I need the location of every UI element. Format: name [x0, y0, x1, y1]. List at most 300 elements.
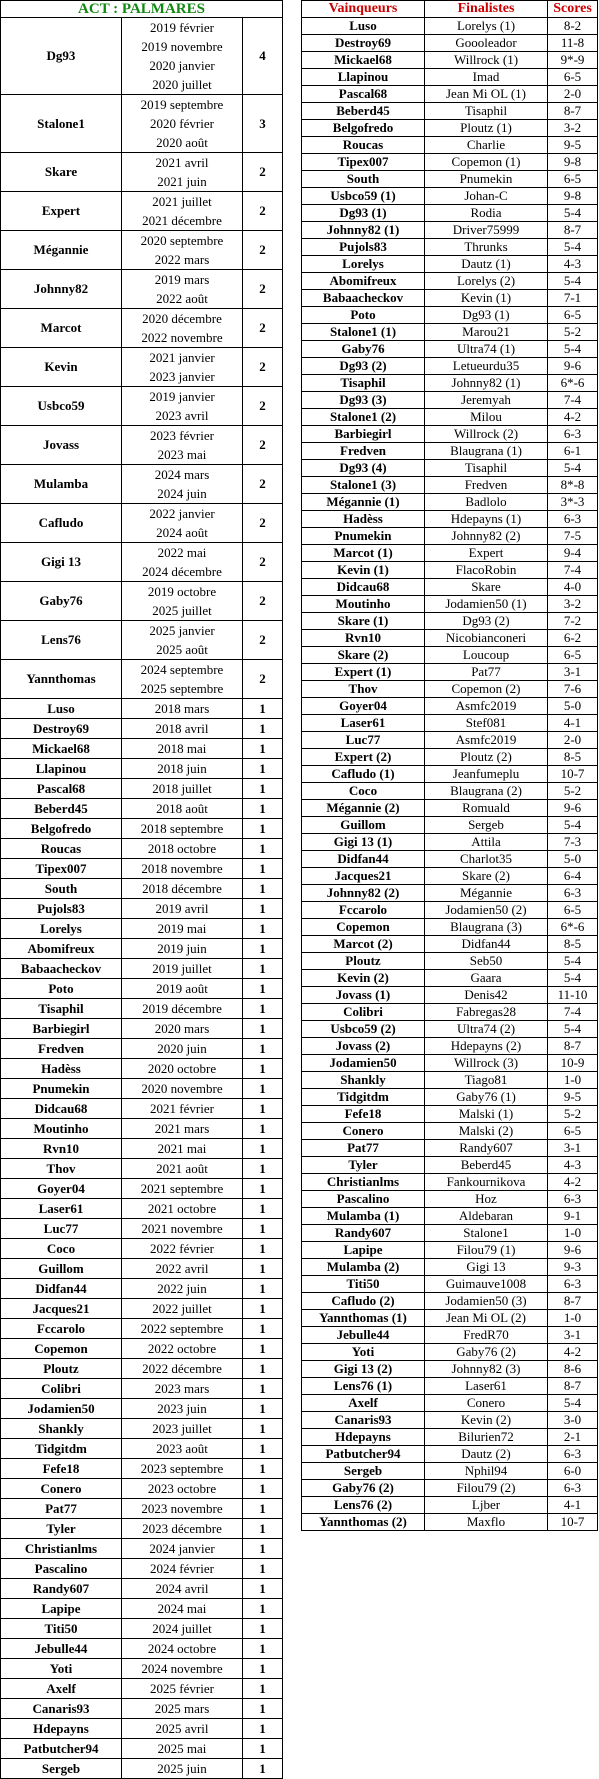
- results-row: [302, 341, 598, 358]
- results-winner: Shankly: [302, 1072, 425, 1089]
- palmares-row: [1, 1219, 283, 1239]
- palmares-name: Luc77: [1, 1219, 122, 1239]
- palmares-count: 1: [243, 1739, 283, 1759]
- header-scores: Scores: [548, 1, 598, 18]
- palmares-row: [1, 309, 283, 348]
- palmares-date: 2023 février: [150, 428, 214, 443]
- results-finalist: Jeanfumeplu: [425, 766, 548, 783]
- results-score: 3-2: [548, 596, 598, 613]
- results-row: [302, 1293, 598, 1310]
- results-finalist: FlacoRobin: [425, 562, 548, 579]
- palmares-dates: [122, 1139, 243, 1159]
- results-finalist: Kevin (2): [425, 1412, 548, 1429]
- results-winner: Mickael68: [302, 52, 425, 69]
- palmares-name: Mégannie: [1, 231, 122, 270]
- palmares-count: 1: [243, 1119, 283, 1139]
- palmares-date: 2021 décembre: [142, 213, 222, 228]
- palmares-dates: [122, 1319, 243, 1339]
- palmares-date: 2021 août: [156, 1161, 208, 1176]
- palmares-count: 1: [243, 1479, 283, 1499]
- results-finalist: Johnny82 (3): [425, 1361, 548, 1378]
- palmares-dates: [122, 739, 243, 759]
- results-score: 8-7: [548, 103, 598, 120]
- palmares-dates: [122, 1119, 243, 1139]
- results-row: [302, 1361, 598, 1378]
- results-winner: Hadèss: [302, 511, 425, 528]
- results-score: 6*-6: [548, 919, 598, 936]
- results-row: [302, 1446, 598, 1463]
- palmares-count: 1: [243, 759, 283, 779]
- results-winner: Hdepayns: [302, 1429, 425, 1446]
- palmares-date: 2018 octobre: [147, 841, 217, 856]
- palmares-name: Abomifreux: [1, 939, 122, 959]
- results-finalist: Hoz: [425, 1191, 548, 1208]
- results-score: 5-4: [548, 817, 598, 834]
- palmares-dates: [122, 1419, 243, 1439]
- results-score: 8-7: [548, 1293, 598, 1310]
- palmares-count: 1: [243, 1239, 283, 1259]
- results-finalist: Dautz (1): [425, 256, 548, 273]
- results-winner: Mulamba (1): [302, 1208, 425, 1225]
- palmares-row: [1, 1239, 283, 1259]
- results-finalist: Fankournikova: [425, 1174, 548, 1191]
- palmares-row: [1, 859, 283, 879]
- palmares-dates: [122, 95, 243, 153]
- results-score: 4-1: [548, 1497, 598, 1514]
- results-finalist: Randy607: [425, 1140, 548, 1157]
- palmares-name: Coco: [1, 1239, 122, 1259]
- palmares-count: 1: [243, 939, 283, 959]
- results-score: 9-8: [548, 154, 598, 171]
- palmares-date: 2020 juin: [157, 1041, 207, 1056]
- results-row: [302, 273, 598, 290]
- palmares-name: Gigi 13: [1, 543, 122, 582]
- results-score: 6-5: [548, 647, 598, 664]
- palmares-name: Randy607: [1, 1579, 122, 1599]
- palmares-row: [1, 1379, 283, 1399]
- palmares-date: 2020 septembre: [140, 233, 224, 248]
- palmares-row: [1, 1499, 283, 1519]
- results-row: [302, 783, 598, 800]
- palmares-date: 2020 novembre: [141, 1081, 223, 1096]
- palmares-date: 2019 juillet: [152, 961, 212, 976]
- palmares-dates: [122, 1339, 243, 1359]
- palmares-count: 1: [243, 1459, 283, 1479]
- results-winner: Lorelys: [302, 256, 425, 273]
- results-row: [302, 1242, 598, 1259]
- results-finalist: Attila: [425, 834, 548, 851]
- palmares-name: Lapipe: [1, 1599, 122, 1619]
- palmares-count: 1: [243, 1599, 283, 1619]
- results-winner: Jebulle44: [302, 1327, 425, 1344]
- palmares-row: [1, 1179, 283, 1199]
- palmares-date: 2019 avril: [155, 901, 209, 916]
- palmares-row: [1, 504, 283, 543]
- palmares-dates: [122, 192, 243, 231]
- palmares-date: 2022 mars: [154, 252, 210, 267]
- results-row: [302, 1174, 598, 1191]
- palmares-dates: [122, 1759, 243, 1779]
- results-finalist: Tisaphil: [425, 460, 548, 477]
- results-finalist: Expert: [425, 545, 548, 562]
- palmares-row: [1, 1519, 283, 1539]
- palmares-date: 2023 décembre: [142, 1521, 222, 1536]
- results-score: 2-0: [548, 732, 598, 749]
- results-body: [302, 18, 598, 1531]
- palmares-name: Gaby76: [1, 582, 122, 621]
- palmares-name: Destroy69: [1, 719, 122, 739]
- results-winner: Jodamien50: [302, 1055, 425, 1072]
- palmares-row: [1, 1679, 283, 1699]
- results-row: [302, 545, 598, 562]
- results-finalist: Filou79 (2): [425, 1480, 548, 1497]
- results-score: 9-5: [548, 1089, 598, 1106]
- palmares-row: [1, 879, 283, 899]
- results-score: 8-7: [548, 1038, 598, 1055]
- palmares-name: Guillom: [1, 1259, 122, 1279]
- palmares-dates: [122, 660, 243, 699]
- palmares-date: 2025 septembre: [140, 681, 224, 696]
- palmares-row: [1, 759, 283, 779]
- results-row: [302, 375, 598, 392]
- results-winner: Pat77: [302, 1140, 425, 1157]
- results-row: [302, 290, 598, 307]
- results-score: 4-0: [548, 579, 598, 596]
- results-row: [302, 987, 598, 1004]
- results-finalist: Aldebaran: [425, 1208, 548, 1225]
- palmares-count: 1: [243, 719, 283, 739]
- palmares-date: 2024 septembre: [140, 662, 224, 677]
- palmares-count: 1: [243, 739, 283, 759]
- palmares-row: [1, 1079, 283, 1099]
- palmares-dates: [122, 1679, 243, 1699]
- palmares-date: 2024 février: [150, 1561, 214, 1576]
- palmares-row: [1, 1699, 283, 1719]
- results-finalist: Tiago81: [425, 1072, 548, 1089]
- palmares-name: Goyer04: [1, 1179, 122, 1199]
- palmares-date: 2022 janvier: [149, 506, 215, 521]
- palmares-date: 2022 septembre: [140, 1321, 224, 1336]
- results-winner: Jovass (2): [302, 1038, 425, 1055]
- results-winner: Titi50: [302, 1276, 425, 1293]
- palmares-date: 2023 novembre: [141, 1501, 223, 1516]
- palmares-dates: [122, 1519, 243, 1539]
- results-finalist: Nicobianconeri: [425, 630, 548, 647]
- results-row: [302, 1055, 598, 1072]
- palmares-name: Patbutcher94: [1, 1739, 122, 1759]
- palmares-dates: [122, 859, 243, 879]
- palmares-date: 2025 juillet: [152, 603, 212, 618]
- palmares-row: [1, 1019, 283, 1039]
- palmares-dates: [122, 839, 243, 859]
- palmares-dates: [122, 1579, 243, 1599]
- palmares-name: Tipex007: [1, 859, 122, 879]
- palmares-dates: [122, 1539, 243, 1559]
- palmares-dates: [122, 1059, 243, 1079]
- results-winner: Pascal68: [302, 86, 425, 103]
- results-score: 9-5: [548, 137, 598, 154]
- results-finalist: Gaara: [425, 970, 548, 987]
- palmares-date: 2018 juin: [157, 761, 207, 776]
- results-winner: Jacques21: [302, 868, 425, 885]
- results-winner: Copemon: [302, 919, 425, 936]
- results-score: 8-6: [548, 1361, 598, 1378]
- results-winner: South: [302, 171, 425, 188]
- results-score: 9-1: [548, 1208, 598, 1225]
- palmares-dates: [122, 1399, 243, 1419]
- results-score: 7-3: [548, 834, 598, 851]
- palmares-name: Jovass: [1, 426, 122, 465]
- palmares-count: 1: [243, 1079, 283, 1099]
- palmares-name: Copemon: [1, 1339, 122, 1359]
- palmares-name: Barbiegirl: [1, 1019, 122, 1039]
- results-row: [302, 494, 598, 511]
- results-winner: Axelf: [302, 1395, 425, 1412]
- palmares-date: 2018 avril: [155, 721, 209, 736]
- palmares-date: 2021 avril: [155, 155, 209, 170]
- results-row: [302, 1140, 598, 1157]
- results-winner: Randy607: [302, 1225, 425, 1242]
- palmares-dates: [122, 1659, 243, 1679]
- results-winner: Sergeb: [302, 1463, 425, 1480]
- results-finalist: Stalone1: [425, 1225, 548, 1242]
- results-finalist: Gaby76 (2): [425, 1344, 548, 1361]
- results-finalist: Laser61: [425, 1378, 548, 1395]
- palmares-row: [1, 582, 283, 621]
- results-row: [302, 1021, 598, 1038]
- results-score: 5-0: [548, 698, 598, 715]
- results-score: 9-6: [548, 800, 598, 817]
- palmares-row: [1, 1439, 283, 1459]
- palmares-date: 2023 octobre: [147, 1481, 217, 1496]
- results-winner: Yannthomas (2): [302, 1514, 425, 1531]
- results-score: 5-4: [548, 1021, 598, 1038]
- results-score: 8-5: [548, 936, 598, 953]
- palmares-dates: [122, 799, 243, 819]
- results-winner: Gaby76: [302, 341, 425, 358]
- results-winner: Mégannie (2): [302, 800, 425, 817]
- results-row: [302, 1276, 598, 1293]
- results-row: [302, 324, 598, 341]
- palmares-dates: [122, 1499, 243, 1519]
- palmares-name: Expert: [1, 192, 122, 231]
- results-score: 5-4: [548, 970, 598, 987]
- results-row: [302, 392, 598, 409]
- results-row: [302, 596, 598, 613]
- results-finalist: Johan-C: [425, 188, 548, 205]
- results-winner: Cafludo (1): [302, 766, 425, 783]
- results-score: 5-4: [548, 341, 598, 358]
- results-row: [302, 1412, 598, 1429]
- results-finalist: Pnumekin: [425, 171, 548, 188]
- results-score: 6-4: [548, 868, 598, 885]
- palmares-name: Dg93: [1, 18, 122, 95]
- results-score: 9-4: [548, 545, 598, 562]
- results-winner: Marcot (1): [302, 545, 425, 562]
- palmares-date: 2019 mars: [154, 272, 210, 287]
- palmares-name: Mulamba: [1, 465, 122, 504]
- palmares-dates: [122, 719, 243, 739]
- results-score: 3-1: [548, 1327, 598, 1344]
- results-row: [302, 256, 598, 273]
- palmares-dates: [122, 1439, 243, 1459]
- results-finalist: Skare: [425, 579, 548, 596]
- results-finalist: Lorelys (2): [425, 273, 548, 290]
- results-score: 7-1: [548, 290, 598, 307]
- results-finalist: Conero: [425, 1395, 548, 1412]
- palmares-date: 2019 décembre: [142, 1001, 222, 1016]
- palmares-count: 1: [243, 1039, 283, 1059]
- palmares-dates: [122, 1599, 243, 1619]
- results-finalist: Dautz (2): [425, 1446, 548, 1463]
- results-score: 9-6: [548, 358, 598, 375]
- palmares-date: 2025 août: [156, 642, 208, 657]
- palmares-date: 2024 août: [156, 525, 208, 540]
- results-score: 6-2: [548, 630, 598, 647]
- results-score: 7-5: [548, 528, 598, 545]
- palmares-name: Pat77: [1, 1499, 122, 1519]
- palmares-count: 1: [243, 1339, 283, 1359]
- results-score: 7-4: [548, 1004, 598, 1021]
- palmares-dates: [122, 504, 243, 543]
- palmares-name: Yannthomas: [1, 660, 122, 699]
- results-finalist: Ultra74 (1): [425, 341, 548, 358]
- palmares-row: [1, 799, 283, 819]
- results-score: 5-4: [548, 239, 598, 256]
- palmares-count: 1: [243, 1499, 283, 1519]
- results-finalist: Goooleador: [425, 35, 548, 52]
- palmares-count: 1: [243, 1519, 283, 1539]
- results-row: [302, 1310, 598, 1327]
- palmares-name: Stalone1: [1, 95, 122, 153]
- palmares-dates: [122, 348, 243, 387]
- results-score: 5-4: [548, 273, 598, 290]
- results-row: [302, 715, 598, 732]
- palmares-name: Marcot: [1, 309, 122, 348]
- palmares-row: [1, 999, 283, 1019]
- palmares-count: 1: [243, 819, 283, 839]
- results-row: [302, 86, 598, 103]
- results-score: 9-6: [548, 1242, 598, 1259]
- results-score: 5-2: [548, 783, 598, 800]
- results-row: [302, 851, 598, 868]
- palmares-row: [1, 1739, 283, 1759]
- palmares-dates: [122, 1219, 243, 1239]
- palmares-row: [1, 1459, 283, 1479]
- palmares-row: [1, 1199, 283, 1219]
- results-row: [302, 1327, 598, 1344]
- palmares-count: 1: [243, 1699, 283, 1719]
- palmares-row: [1, 153, 283, 192]
- results-row: [302, 443, 598, 460]
- palmares-name: Sergeb: [1, 1759, 122, 1779]
- palmares-dates: [122, 465, 243, 504]
- palmares-dates: [122, 819, 243, 839]
- results-score: 9*-9: [548, 52, 598, 69]
- palmares-title-row: [1, 1, 283, 18]
- palmares-date: 2024 mai: [157, 1601, 207, 1616]
- palmares-row: [1, 979, 283, 999]
- results-winner: Luso: [302, 18, 425, 35]
- results-finalist: Didfan44: [425, 936, 548, 953]
- palmares-count: 1: [243, 919, 283, 939]
- palmares-date: 2020 août: [156, 135, 208, 150]
- results-score: 6-3: [548, 1276, 598, 1293]
- results-finalist: Johnny82 (1): [425, 375, 548, 392]
- results-score: 6-1: [548, 443, 598, 460]
- palmares-row: [1, 1599, 283, 1619]
- palmares-count: 2: [243, 426, 283, 465]
- results-winner: Expert (2): [302, 749, 425, 766]
- palmares-name: Hdepayns: [1, 1719, 122, 1739]
- palmares-date: 2020 mars: [154, 1021, 210, 1036]
- results-row: [302, 18, 598, 35]
- palmares-count: 1: [243, 1059, 283, 1079]
- palmares-date: 2024 mars: [154, 467, 210, 482]
- palmares-row: [1, 270, 283, 309]
- palmares-dates: [122, 426, 243, 465]
- results-finalist: Willrock (1): [425, 52, 548, 69]
- palmares-count: 1: [243, 1379, 283, 1399]
- results-score: 8-7: [548, 1378, 598, 1395]
- palmares-count: 2: [243, 192, 283, 231]
- palmares-row: [1, 1579, 283, 1599]
- palmares-count: 1: [243, 1259, 283, 1279]
- palmares-name: Poto: [1, 979, 122, 999]
- palmares-row: [1, 1319, 283, 1339]
- palmares-date: 2023 septembre: [140, 1461, 224, 1476]
- results-row: [302, 460, 598, 477]
- results-winner: Yannthomas (1): [302, 1310, 425, 1327]
- results-score: 2-0: [548, 86, 598, 103]
- palmares-count: 1: [243, 1639, 283, 1659]
- results-score: 4-3: [548, 256, 598, 273]
- results-finalist: Marou21: [425, 324, 548, 341]
- results-finalist: Ploutz (1): [425, 120, 548, 137]
- palmares-date: 2022 février: [150, 1241, 214, 1256]
- palmares-name: Rvn10: [1, 1139, 122, 1159]
- palmares-dates: [122, 582, 243, 621]
- results-row: [302, 171, 598, 188]
- palmares-name: Didcau68: [1, 1099, 122, 1119]
- results-finalist: Jeremyah: [425, 392, 548, 409]
- results-finalist: Fabregas28: [425, 1004, 548, 1021]
- results-score: 1-0: [548, 1310, 598, 1327]
- results-finalist: Charlot35: [425, 851, 548, 868]
- results-row: [302, 698, 598, 715]
- results-row: [302, 103, 598, 120]
- results-score: 6-3: [548, 885, 598, 902]
- results-winner: Dg93 (1): [302, 205, 425, 222]
- palmares-date: 2021 septembre: [140, 1181, 224, 1196]
- palmares-row: [1, 919, 283, 939]
- results-winner: Tipex007: [302, 154, 425, 171]
- results-winner: Barbiegirl: [302, 426, 425, 443]
- palmares-date: 2022 décembre: [142, 1361, 222, 1376]
- results-row: [302, 222, 598, 239]
- palmares-name: Tyler: [1, 1519, 122, 1539]
- palmares-date: 2021 janvier: [149, 350, 215, 365]
- palmares-name: Belgofredo: [1, 819, 122, 839]
- palmares-name: Tidgitdm: [1, 1439, 122, 1459]
- palmares-count: 1: [243, 1299, 283, 1319]
- results-winner: Luc77: [302, 732, 425, 749]
- results-finalist: Jodamien50 (3): [425, 1293, 548, 1310]
- palmares-row: [1, 1139, 283, 1159]
- palmares-name: Moutinho: [1, 1119, 122, 1139]
- results-winner: Fefe18: [302, 1106, 425, 1123]
- palmares-date: 2023 mars: [154, 1381, 210, 1396]
